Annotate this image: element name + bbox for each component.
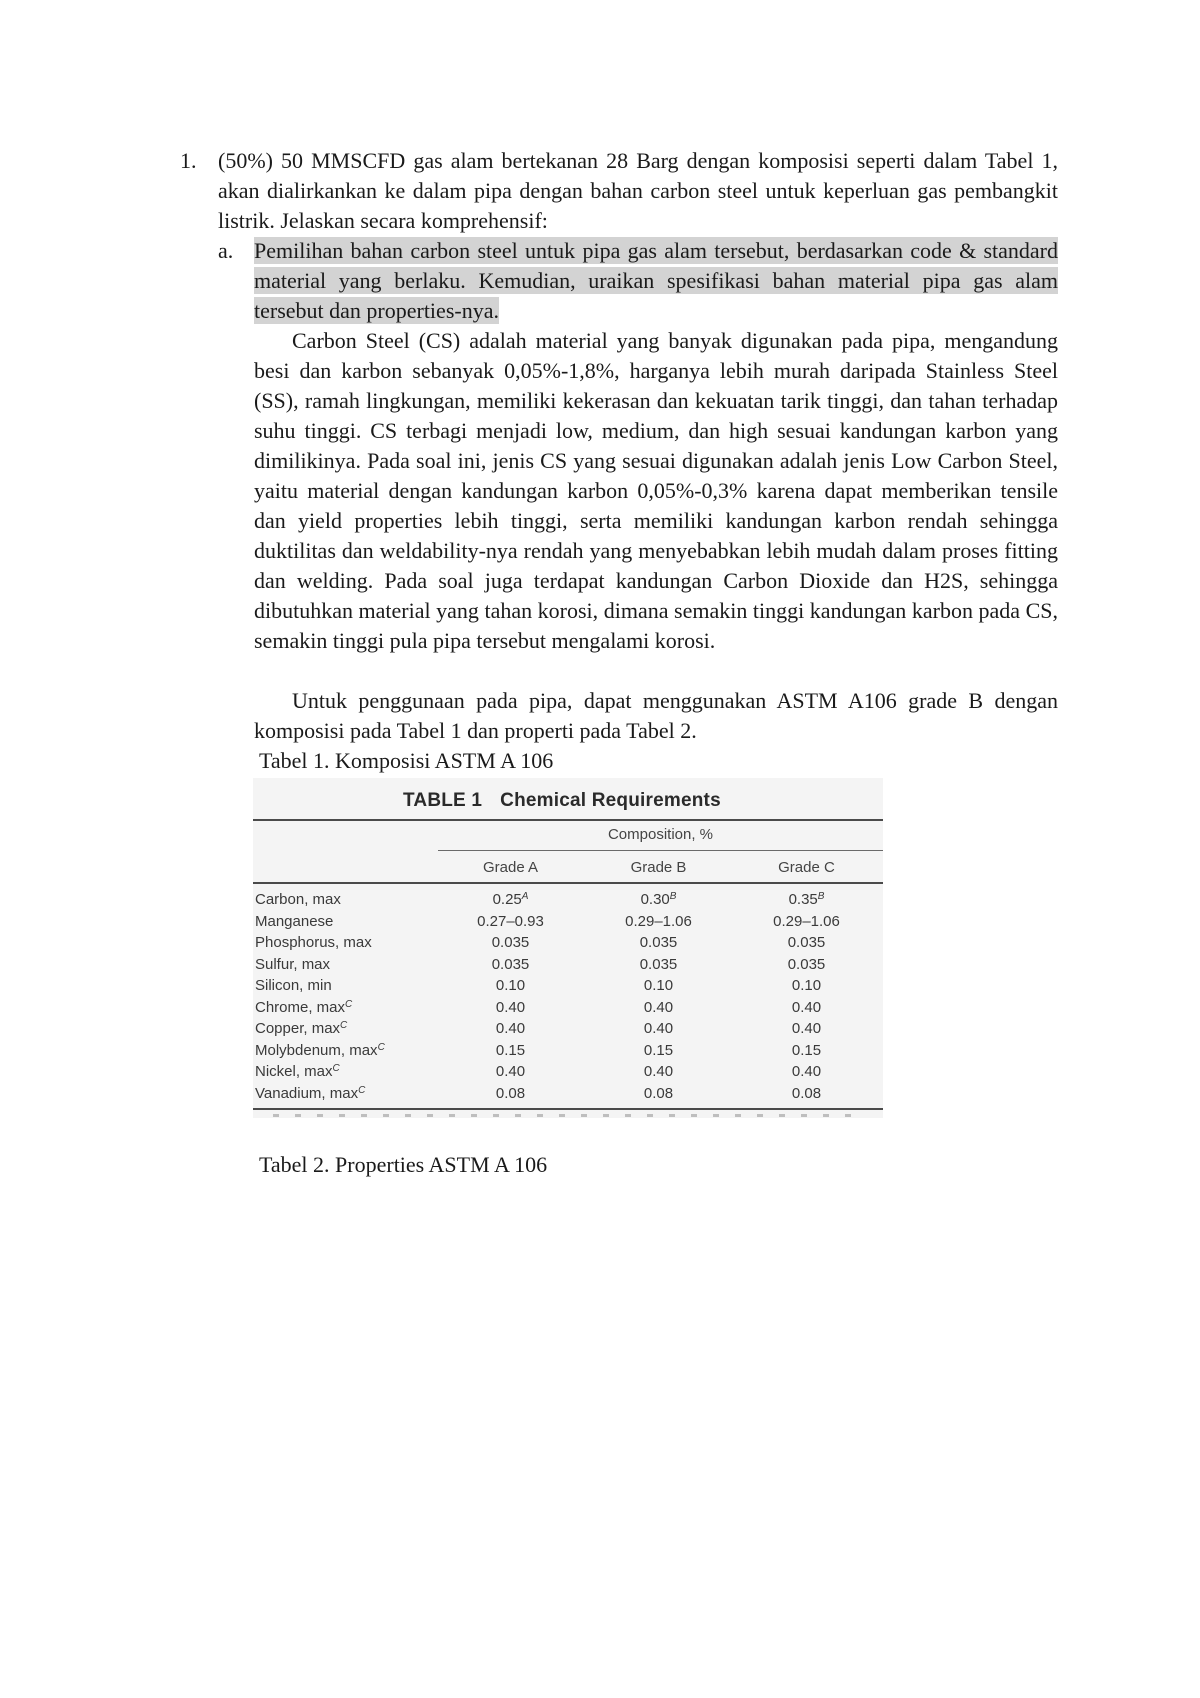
cell-value: 0.035 xyxy=(787,955,826,973)
table-cell xyxy=(438,913,583,931)
table-cell xyxy=(734,1085,879,1103)
col-header-grade-b: Grade B xyxy=(630,859,687,876)
cell-value: 0.035 xyxy=(491,934,530,951)
footnote-marker: C xyxy=(345,998,353,1010)
highlighted-sub-question: Pemilihan bahan carbon steel untuk pipa gas alam tersebut, berdasarkan code & standard material yang berlaku. Kemudian, uraikan spesifikasi bahan material pipa gas alam tersebut dan properties-nya. xyxy=(254,238,1058,323)
table-cell xyxy=(438,891,583,909)
table-cell xyxy=(734,913,879,931)
row-label-text: Sulfur, max xyxy=(255,955,331,973)
row-label-text: Phosphorus, max xyxy=(255,934,372,951)
row-label xyxy=(255,999,435,1017)
cell-value: 0.40 xyxy=(791,1063,822,1080)
row-label xyxy=(255,1020,435,1038)
sub-question-letter: a. xyxy=(218,238,234,263)
footnote-marker: C xyxy=(340,1020,348,1031)
table-cell xyxy=(734,934,879,952)
table-cell xyxy=(586,956,731,974)
table-cell xyxy=(734,1020,879,1038)
paragraph-carbon-steel: Carbon Steel (CS) adalah material yang banyak digunakan pada pipa, mengandung besi dan karbon sebanyak 0,05%-1,8%, harganya lebih murah daripada Stainless Steel (SS), ramah lingkungan, memiliki kekerasan dan kekuatan tarik tinggi, dan tahan terhadap suhu tinggi. CS terbagi menjadi low, medium, dan high sesuai kandungan karbon yang dimilikinya. Pada soal ini, jenis CS yang sesuai digunakan adalah jenis Low Carbon Steel, yaitu material dengan kandungan karbon 0,05%-0,3% karena dapat memberikan tensile dan yield properties lebih tinggi, serta memiliki kandungan karbon rendah sehingga duktilitas dan weldability-nya rendah yang menyebabkan lebih mudah dalam proses fitting dan welding. Pada soal juga terdapat kandungan Carbon Dioxide dan H2S, sehingga dibutuhkan material yang tahan korosi, dimana semakin tinggi kandungan karbon pada CS, semakin tinggi pula pipa tersebut mengalami korosi. xyxy=(254,328,1058,653)
table-cell xyxy=(586,913,731,931)
footnote-marker: B xyxy=(817,891,825,902)
table-title-text: Chemical Requirements xyxy=(500,790,721,811)
cell-value: 0.27–0.93 xyxy=(477,912,544,930)
cell-value: 0.15 xyxy=(791,1041,822,1059)
row-label-text: Nickel, max xyxy=(255,1063,333,1080)
table-cell xyxy=(438,956,583,974)
table-cell xyxy=(586,999,731,1017)
paragraph-astm-usage: Untuk penggunaan pada pipa, dapat menggunakan ASTM A106 grade B dengan komposisi pada Tabel 1 dan properti pada Tabel 2. xyxy=(254,688,1058,743)
table-cell xyxy=(586,891,731,909)
table-cell xyxy=(734,1063,879,1081)
cell-value: 0.40 xyxy=(495,998,526,1016)
row-label-text: Carbon, max xyxy=(255,891,341,908)
row-label xyxy=(255,913,435,931)
cell-value: 0.29–1.06 xyxy=(773,912,840,930)
cell-value: 0.40 xyxy=(643,1020,674,1037)
table-cell xyxy=(438,1085,583,1103)
table-cell xyxy=(438,934,583,952)
cell-value: 0.08 xyxy=(495,1084,526,1102)
cell-value: 0.40 xyxy=(643,998,674,1016)
cell-value: 0.08 xyxy=(643,1084,674,1102)
row-label xyxy=(255,956,435,974)
sub-question-text xyxy=(254,236,1058,326)
table-title xyxy=(403,790,721,812)
footnote-fragment xyxy=(273,1114,863,1117)
table-top-rule xyxy=(253,819,883,821)
table-cell xyxy=(586,1020,731,1038)
table-bottom-rule xyxy=(253,1108,883,1110)
row-label xyxy=(255,1042,435,1060)
table-cell xyxy=(734,1042,879,1060)
table-cell xyxy=(586,1042,731,1060)
cell-value: 0.25 xyxy=(492,891,522,908)
row-label xyxy=(255,1063,435,1081)
table-cell xyxy=(438,999,583,1017)
table-cell xyxy=(586,1063,731,1081)
cell-value: 0.15 xyxy=(495,1041,526,1059)
table-cell xyxy=(586,934,731,952)
cell-value: 0.40 xyxy=(643,1063,674,1080)
header-bottom-rule xyxy=(253,882,883,884)
cell-value: 0.15 xyxy=(643,1041,674,1059)
col-header-grade-c: Grade C xyxy=(778,859,835,876)
footnote-marker: C xyxy=(332,1063,340,1074)
table-cell xyxy=(586,977,731,995)
row-label-text: Vanadium, max xyxy=(255,1084,359,1102)
table-cell xyxy=(438,977,583,995)
cell-value: 0.10 xyxy=(643,977,674,994)
chemical-requirements-table xyxy=(253,778,883,1118)
cell-value: 0.40 xyxy=(791,998,822,1016)
row-label-text: Manganese xyxy=(255,912,334,930)
footnote-marker: B xyxy=(669,891,677,902)
table1-caption: Tabel 1. Komposisi ASTM A 106 xyxy=(259,748,554,773)
table-cell xyxy=(438,1020,583,1038)
row-label-text: Molybdenum, max xyxy=(255,1041,378,1059)
footnote-marker: C xyxy=(377,1041,385,1053)
cell-value: 0.40 xyxy=(495,1020,526,1037)
row-label xyxy=(255,1085,435,1103)
cell-value: 0.29–1.06 xyxy=(625,912,692,930)
footnote-marker: C xyxy=(358,1084,366,1096)
cell-value: 0.035 xyxy=(639,955,678,973)
row-label xyxy=(255,891,435,909)
cell-value: 0.08 xyxy=(791,1084,822,1102)
table-cell xyxy=(438,1063,583,1081)
cell-value: 0.10 xyxy=(495,977,526,994)
table2-caption: Tabel 2. Properties ASTM A 106 xyxy=(259,1152,548,1177)
cell-value: 0.40 xyxy=(791,1020,822,1037)
table-cell xyxy=(586,1085,731,1103)
row-label-text: Chrome, max xyxy=(255,998,346,1016)
table-cell xyxy=(734,977,879,995)
cell-value: 0.10 xyxy=(791,977,822,994)
composition-rule xyxy=(438,850,883,851)
question-number: 1. xyxy=(180,148,197,173)
table-cell xyxy=(438,1042,583,1060)
cell-value: 0.35 xyxy=(788,891,818,908)
col-header-grade-a: Grade A xyxy=(482,859,539,876)
row-label xyxy=(255,934,435,952)
composition-header: Composition, % xyxy=(607,826,714,843)
row-label-text: Silicon, min xyxy=(255,977,332,994)
table-cell xyxy=(734,956,879,974)
cell-value: 0.40 xyxy=(495,1063,526,1080)
cell-value: 0.035 xyxy=(639,934,678,951)
table-name: TABLE 1 xyxy=(403,790,483,811)
cell-value: 0.035 xyxy=(787,934,826,951)
cell-value: 0.035 xyxy=(491,955,530,973)
row-label-text: Copper, max xyxy=(255,1020,341,1037)
row-label xyxy=(255,977,435,995)
question-text: (50%) 50 MMSCFD gas alam bertekanan 28 Barg dengan komposisi seperti dalam Tabel 1, akan dialirkankan ke dalam pipa dengan bahan carbon steel untuk keperluan gas pembangkit listrik. Jelaskan secara komprehensif: xyxy=(218,148,1058,233)
footnote-marker: A xyxy=(521,891,529,902)
table-cell xyxy=(734,999,879,1017)
cell-value: 0.30 xyxy=(640,891,670,908)
table-cell xyxy=(734,891,879,909)
